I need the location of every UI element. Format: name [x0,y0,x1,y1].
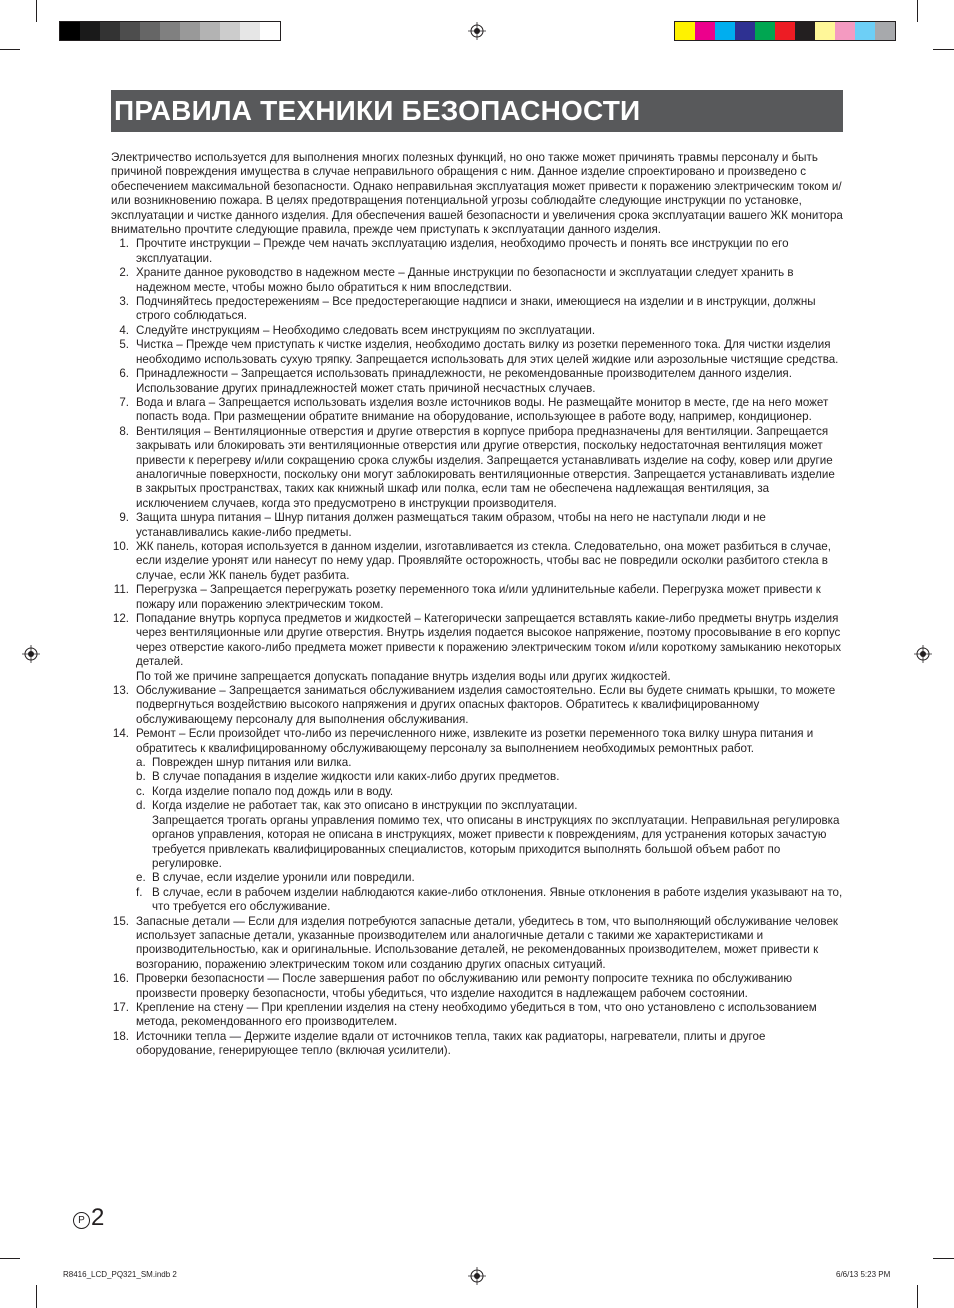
rule-number: 14. [112,727,129,741]
gray-swatch [80,22,100,40]
rule-number: 3. [119,295,129,309]
color-swatch [875,22,895,40]
crop-mark [933,49,954,50]
subrule-letter: f. [136,885,143,899]
color-swatch [775,22,795,40]
subrule-item [136,799,843,871]
rule-item [111,237,843,266]
crop-mark [36,1285,37,1308]
color-swatch [755,22,775,40]
rule-sublist [136,756,843,914]
rule-number: 17. [112,1000,129,1014]
rule-text: Следуйте инструкциям – Необходимо следовать всем инструкциям по эксплуатации. [136,323,596,337]
subrule-extra-text: Запрещается трогать органы управления помимо тех, что описаны в инструкциях по эксплуатации. Неправильная регулировка органов управления, которая не описана в инструкциях, может привести к повреждениям, для устранения которых зачастую требуется привлекать квалифицированных специалистов, которым приходится выполнять большой объем работ по регулировке. [152,813,840,870]
registration-mark-icon [468,1267,486,1285]
rule-number: 6. [119,367,129,381]
subrule-text: Когда изделие не работает так, как это описано в инструкции по эксплуатации. [152,799,578,813]
footer-file: R8416_LCD_PQ321_SM.indb 2 [63,1270,177,1279]
rule-item [111,727,843,914]
rule-text: Защита шнура питания – Шнур питания должен размещаться таким образом, чтобы на него не наступали люди и не устанавливались какие-либо предметы. [136,511,766,539]
rule-item [111,1030,843,1059]
rule-item [111,612,843,684]
registration-mark-icon [22,645,40,663]
rule-text: Источники тепла — Держите изделие вдали от источников тепла, таких как радиаторы, нагреватели, плиты и другое оборудование, генерирующее тепло (включая усилители). [136,1029,766,1058]
gray-swatch [100,22,120,40]
subrule-letter: a. [136,756,146,770]
rule-number: 11. [113,583,129,597]
rule-text: Ремонт – Если произойдет что-либо из перечисленного ниже, извлеките из розетки переменного тока вилку шнура питания и обратитесь к квалифицированному обслуживающему персоналу за выполнением необходимых ремонтных работ. [136,727,814,755]
gray-swatch [260,22,280,40]
rule-number: 8. [119,424,129,438]
rule-text: Принадлежности – Запрещается использовать принадлежности, не рекомендованные производителем данного изделия. Использование других принадлежностей может стать причиной несчастных случаев. [136,367,792,395]
subrule-text: В случае, если изделие уронили или повредили. [152,871,415,885]
rule-number: 18. [112,1029,129,1043]
color-swatch [815,22,835,40]
rule-number: 1. [119,237,129,251]
grayscale-bar [59,21,281,41]
crop-mark [0,49,20,50]
rule-text: Вентиляция – Вентиляционные отверстия и другие отверстия в корпусе прибора предназначены для вентиляции. Запрещается закрывать или блокировать эти вентиляционные отверстия или другие отверстия, поскольку недостаточная вентиляция может привести к перегреву и/или сокращению срока службы изделия. Запрещается устанавливать изделие на софу, ковер или другие аналогичные поверхности, поскольку они могут заблокировать вентиляционные отверстия. Запрещается устанавливать изделие в закрытых пространствах, таких как книжный шкаф или полка, если там не обеспечена надлежащая вентиляция, за исключением случаев, когда это предусмотрено в инструкции производителя. [136,424,835,510]
color-swatch [735,22,755,40]
gray-swatch [120,22,140,40]
rule-number: 16. [112,972,129,986]
gray-swatch [60,22,80,40]
subrule-text: Когда изделие попало под дождь или в воду. [152,784,394,798]
intro-paragraph: Электричество используется для выполнения многих полезных функций, но оно также может причинять травмы персоналу и быть причиной повреждения имущества в случае неправильного обращения с ним. Данное изделие спроектировано и произведено с обеспечением максимальной безопасности. Однако неправильная эксплуатация может привести к поражению электрическим током и/или возникновению пожара. В целях предотвращения потенциальной угрозы соблюдайте следующие инструкции по установке, эксплуатации и чистке данного изделия. Для обеспечения вашей безопасности и увеличения срока эксплуатации вашего ЖК монитора внимательно прочтите следующие правила, прежде чем приступать к эксплуатации данного изделия. [111,151,843,237]
rule-item [111,324,843,338]
rule-item [111,295,843,324]
rule-item [111,684,843,727]
rule-item [111,583,843,612]
subrule-letter: c. [136,784,146,798]
rule-item [111,915,843,973]
rule-number: 7. [119,395,129,409]
body-text [111,151,843,1059]
page-title: ПРАВИЛА ТЕХНИКИ БЕЗОПАСНОСТИ [114,95,641,126]
subrule-letter: d. [136,799,146,813]
rule-number: 13. [112,684,129,698]
registration-mark-icon [914,645,932,663]
registration-mark-icon [468,22,486,40]
subrule-letter: b. [136,770,146,784]
subrule-item [136,756,843,770]
rule-item [111,266,843,295]
gray-swatch [140,22,160,40]
rule-number: 9. [119,511,129,525]
crop-mark [933,1258,954,1259]
crop-mark [0,1258,20,1259]
rule-number: 4. [119,323,129,337]
rule-text: Запасные детали — Если для изделия потребуются запасные детали, убедитесь в том, что выполняющий обслуживание человек использует запасные детали, указанные производителем или аналогичные детали с такими же характеристиками и производительностью, как и оригинальные. Использование деталей, не рекомендованных производителем, может привести к возгоранию, поражению электрическим током или созданию других опасных ситуаций. [136,914,838,971]
rule-text: Проверки безопасности — После завершения работ по обслуживанию или ремонту попросите техника по обслуживанию произвести проверку безопасности, чтобы убедиться, что изделие находится в надлежащем рабочем состоянии. [136,972,793,1000]
color-swatch [675,22,695,40]
rule-item [111,338,843,367]
rule-item [111,511,843,540]
rule-text: Обслуживание – Запрещается заниматься обслуживанием изделия самостоятельно. Если вы будете снимать крышки, то можете подвергнуться воздействию высокого напряжения и других опасных факторов. Обратитесь к квалифицированному обслуживающему персоналу для выполнения обслуживания. [136,684,836,726]
rule-text: Прочтите инструкции – Прежде чем начать эксплуатацию изделия, необходимо прочесть и понять все инструкции по его эксплуатации. [136,237,789,265]
gray-swatch [220,22,240,40]
page-number: 2 [91,1204,105,1231]
rule-text: Чистка – Прежде чем приступать к чистке изделия, необходимо достать вилку из розетки переменного тока. Для чистки изделия необходимо использовать сухую тряпку. Запрещается использовать для этих целей жидкие или аэрозольные чистящие средства. [136,338,839,366]
subrule-item [136,871,843,885]
gray-swatch [160,22,180,40]
rule-text: Вода и влага – Запрещается использовать изделия возле источников воды. Не размещайте монитор в месте, где на него может попасть вода. При размещении обратите внимание на оборудование, использующее в работе воду, например, кондиционер. [136,395,829,424]
gray-swatch [240,22,260,40]
rule-extra-text: По той же причине запрещается допускать попадание внутрь изделия воды или других жидкостей. [136,669,671,683]
rule-item [111,1001,843,1030]
safety-rules-list [111,237,843,1058]
rule-text: Перегрузка – Запрещается перегружать розетку переменного тока и/или удлинительные кабели. Перегрузка может привести к пожару или поражению электрическим током. [136,583,821,611]
rule-text: Храните данное руководство в надежном месте – Данные инструкции по безопасности и эксплуатации следует хранить в надежном месте, чтобы можно было обратиться к ним впоследствии. [136,266,794,294]
crop-mark [36,0,37,22]
crop-mark [917,0,918,22]
subrule-item [136,886,843,915]
gray-swatch [180,22,200,40]
color-swatch [795,22,815,40]
rule-item [111,540,843,583]
subrule-text: В случае, если в рабочем изделии наблюдаются какие-либо отклонения. Явные отклонения в работе изделия указывают на то, что требуется его обслуживание. [152,885,843,914]
rule-text: Крепление на стену — При креплении изделия на стену необходимо убедиться в том, что оно установлено с использованием метода, рекомендованного его производителем. [136,1000,817,1029]
color-bar [674,21,896,41]
subrule-item [136,770,843,784]
rule-text: Подчиняйтесь предостережениям – Все предостерегающие надписи и знаки, имеющиеся на изделии и в инструкции, должны строго соблюдаться. [136,295,816,323]
language-mark: P [73,1212,90,1229]
rule-item [111,396,843,425]
crop-mark [917,1285,918,1308]
color-swatch [835,22,855,40]
rule-text: ЖК панель, которая используется в данном изделии, изготавливается из стекла. Следовательно, она может разбиться в случае, если изделие уронят или нанесут по нему удар. Проявляйте осторожность, чтобы вас не повредили осколки разбитого стекла в случае, если ЖК панель будет разбита. [136,539,831,582]
rule-number: 15. [112,914,129,928]
color-swatch [855,22,875,40]
rule-number: 10. [112,539,129,553]
rule-item [111,367,843,396]
subrule-letter: e. [136,871,146,885]
gray-swatch [200,22,220,40]
rule-number: 12. [112,612,129,625]
color-swatch [695,22,715,40]
subrule-text: В случае попадания в изделие жидкости или каких-либо других предметов. [152,770,560,784]
rule-number: 5. [119,338,129,352]
subrule-item [136,785,843,799]
footer-datetime: 6/6/13 5:23 PM [836,1270,891,1279]
subrule-text: Поврежден шнур питания или вилка. [152,756,352,770]
rule-item [111,972,843,1001]
rule-item [111,425,843,511]
color-swatch [715,22,735,40]
rule-number: 2. [119,266,129,280]
rule-text: Попадание внутрь корпуса предметов и жидкостей – Категорически запрещается вставлять какие-либо предметы внутрь изделия через вентиляционные или другие отверстия. Внутрь изделия подается высокое напряжение, поэтому просовывание в его корпус через отверстие какого-либо предмета может привести к поражению электрическим током и/или короткому замыканию некоторых деталей. [136,612,842,669]
